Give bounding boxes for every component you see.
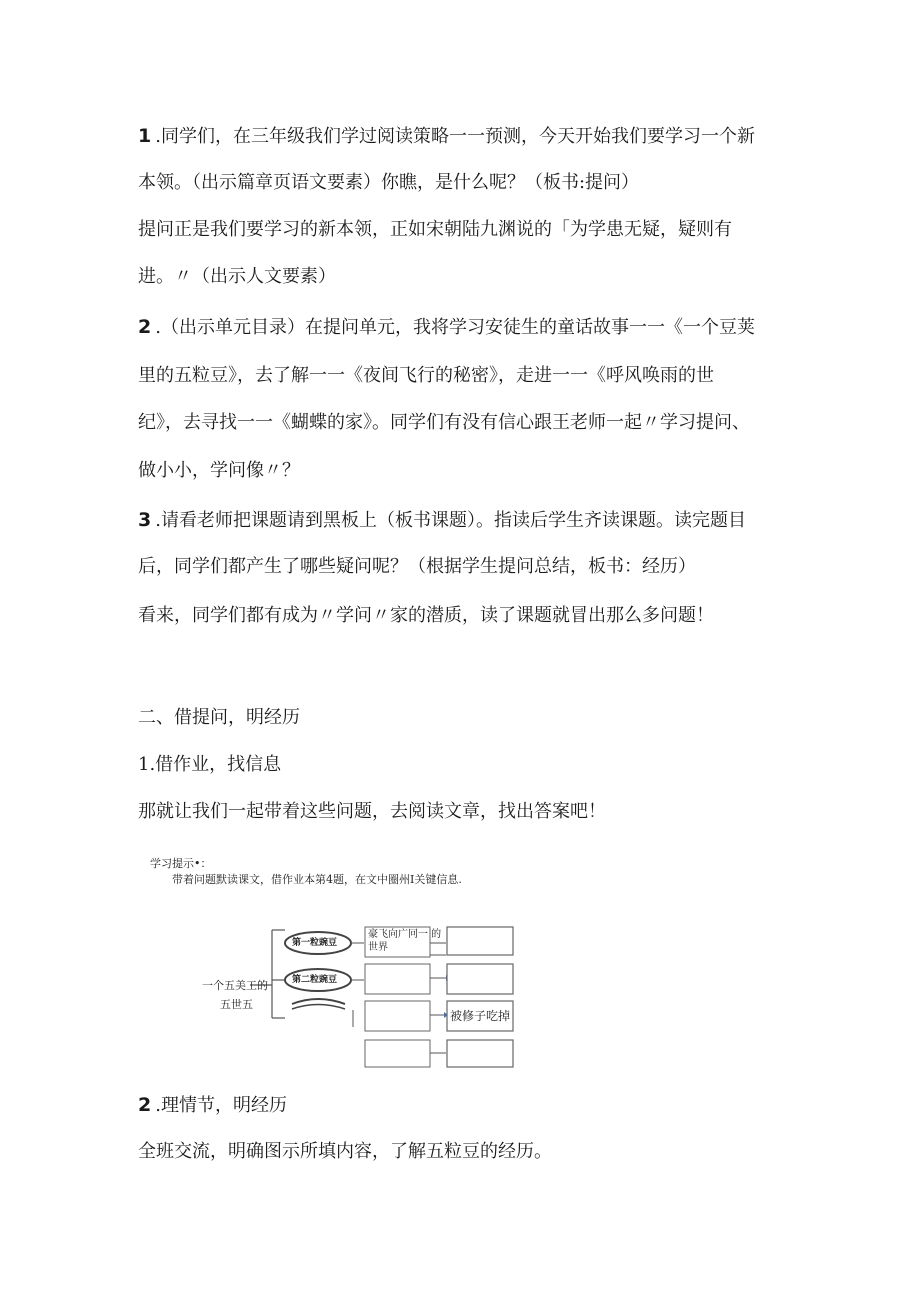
para3-line3: 看来，同学们都有成为〃学问〃家的潜质，读了课题就冒出那么多问题！: [138, 605, 714, 626]
node1-label: 第一粒豌豆: [292, 938, 338, 948]
section2-sub1: 1.借作业，找信息: [138, 754, 282, 775]
section2-sub2: [138, 1093, 287, 1118]
box6: [447, 964, 513, 994]
box8: [447, 1040, 513, 1067]
para1-line4: 进。〃（出示人文要素）: [138, 266, 336, 287]
node3-arc: [292, 999, 345, 1004]
para2-line3: 纪》，去寻找一一《蝴蝶的家》。同学们有没有信心跟王老师一起〃学习提问、: [138, 412, 750, 433]
para1-line1-text: .同学们，在三年级我们学过阅读策略一一预测，今天开始我们要学习一个新: [155, 126, 755, 147]
worksheet-tip-text: 带着问题默读课文，借作业本第4题，在文中圈州I关键信息.: [172, 873, 462, 886]
box1-text-line2: 世界: [368, 942, 388, 953]
box7-text: 被修子吃掉: [450, 1009, 511, 1023]
box1-text-line1: 豪飞向广冋一 的: [368, 929, 442, 940]
para1-number: 1: [138, 125, 152, 147]
para1-line3: 提问正是我们要学习的新本领，正如宋朝陆九渊说的「为学患无疑，疑则有: [138, 219, 732, 240]
box4: [365, 1040, 430, 1067]
node3-arc-inner: [292, 1005, 345, 1010]
worksheet-tip-title: 学习提示•：: [150, 857, 212, 870]
sub2-title: .理情节，明经历: [155, 1095, 287, 1116]
para2-line2: 里的五粒豆》，去了解一一《夜间飞行的秘密》，走进一一《呼风唤雨的世: [138, 365, 714, 386]
box5: [447, 927, 513, 955]
para2-line1-text: .（出示单元目录）在提问单元，我将学习安徒生的童话故事一一《一个豆荚: [155, 317, 755, 338]
node2-label: 第二粒豌豆: [292, 975, 338, 985]
para3-line2: 后，同学们都产生了哪些疑问呢？（根据学生提问总结，板书：经历）: [138, 556, 696, 577]
root-label-line2: 五世五: [220, 998, 253, 1011]
sub2-number: 2: [138, 1094, 152, 1116]
box3: [365, 1001, 430, 1031]
section2-sub2-text: 全班交流，明确图示所填内容，了解五粒豆的经历。: [138, 1141, 552, 1162]
para3-line1-text: .请看老师把课题请到黑板上（板书课题）。指读后学生齐读课题。读完题目: [155, 510, 746, 531]
para2-line4: 做小小，学问像〃？: [138, 460, 300, 481]
para2-number: 2: [138, 316, 152, 338]
para3-number: 3: [138, 509, 152, 531]
section2-heading: 二、借提问，明经历: [138, 707, 300, 728]
box2: [365, 964, 430, 994]
root-label-line1: 一个五美工的: [202, 979, 268, 992]
section2-sub1-text: 那就让我们一起带着这些问题，去阅读文章，找出答案吧！: [138, 801, 606, 822]
para1-line2: 本领。（出示篇章页语文要素）你瞧，是什么呢？（板书:提问）: [138, 172, 640, 193]
